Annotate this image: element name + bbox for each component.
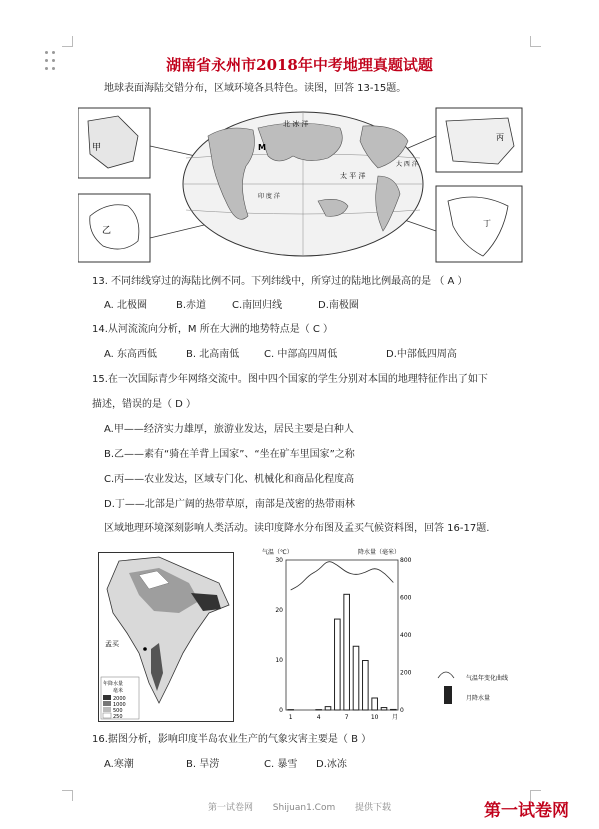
map-label-north-ocean: 北 冰 洋 (283, 120, 309, 128)
legend-line-label: 气温年变化曲线 (466, 675, 509, 682)
india-map-legend-value: 500 (113, 708, 123, 714)
q13-option-c: C.南回归线 (232, 300, 283, 311)
q15-option-d: D.丁——北部是广阔的热带草原，南部是茂密的热带雨林 (104, 499, 355, 510)
x-axis-unit-label: 月 (392, 714, 399, 721)
right-axis-tick-label: 0 (400, 707, 404, 714)
q16-option-c: C. 暴雪 (264, 759, 298, 770)
intro-text-2: 区域地理环境深刻影响人类活动。读印度降水分布图及孟买气候资料图，回答 16-17题. (104, 523, 490, 534)
q13-option-b: B.赤道 (176, 300, 207, 311)
map-label-bing: 丙 (496, 133, 504, 142)
india-map-legend-title: 年降水量 (103, 681, 124, 687)
map-label-m: M (258, 143, 266, 152)
precipitation-bar (325, 707, 331, 710)
q14-option-b: B. 北高南低 (186, 349, 240, 360)
map-label-pacific: 太 平 洋 (340, 172, 366, 180)
mumbai-climate-chart (262, 544, 412, 722)
page-corner-mark (62, 36, 73, 47)
q16-option-a: A.寒潮 (104, 759, 134, 770)
india-map-legend-value: 250 (113, 714, 123, 720)
page-title: 湖南省永州市2018年中考地理真题试题 (166, 56, 433, 74)
left-axis-tick-label: 10 (275, 657, 283, 664)
left-axis-tick-label: 20 (275, 607, 283, 614)
footer-right-text: 提供下载 (355, 803, 392, 813)
precipitation-bar (363, 661, 369, 711)
left-axis-tick-label: 30 (275, 557, 283, 564)
legend-bar-icon (444, 686, 452, 704)
india-map-legend-value: 1000 (113, 702, 126, 708)
q14-option-c: C. 中部高四周低 (264, 349, 338, 360)
legend-bar-label: 月降水量 (466, 695, 491, 702)
x-axis-tick-label: 7 (344, 714, 349, 721)
q13-option-d: D.南极圈 (318, 300, 359, 311)
q15-option-a: A.甲——经济实力雄厚，旅游业发达，居民主要是白种人 (104, 424, 354, 435)
precipitation-bar (344, 594, 350, 710)
q13-option-a: A. 北极圈 (104, 300, 148, 311)
q16-option-d: D.冰冻 (316, 759, 347, 770)
map-label-atlantic: 大 西 洋 (396, 161, 418, 168)
india-map-legend-unit: 毫米 (113, 688, 124, 694)
q15-option-c: C.丙——农业发达，区域专门化、机械化和商品化程度高 (104, 474, 355, 485)
precipitation-bar (381, 708, 387, 710)
question-16-stem: 16.据图分析，影响印度半岛农业生产的气象灾害主要是（ B ） (92, 734, 372, 745)
x-axis-tick-label: 4 (316, 714, 321, 721)
right-axis-tick-label: 600 (400, 594, 412, 602)
q16-option-b: B. 旱涝 (186, 759, 220, 770)
question-14-stem: 14.从河流流向分析，M 所在大洲的地势特点是（ C ） (92, 324, 334, 335)
footer-middle-text: Shijuan1.Com (272, 803, 336, 813)
precipitation-bar (372, 698, 378, 710)
chart-left-axis-label: 气温（℃） (262, 549, 293, 556)
q15-option-b: B.乙——素有“骑在羊背上国家”、“坐在矿车里国家”之称 (104, 449, 355, 460)
map-label-yi: 乙 (102, 226, 112, 236)
question-15-stem-line1: 15.在一次国际青少年网络交流中。图中四个国家的学生分别对本国的地理特征作出了如下 (92, 374, 488, 385)
india-map-legend-value: 2000 (113, 696, 126, 702)
q14-option-d: D.中部低四周高 (386, 349, 457, 360)
right-axis-tick-label: 800 (400, 557, 412, 564)
climate-chart-legend (436, 666, 526, 714)
x-axis-tick-label: 10 (370, 714, 379, 721)
right-axis-tick-label: 400 (400, 632, 412, 639)
q14-option-a: A. 东高西低 (104, 349, 158, 360)
page-corner-mark (530, 36, 541, 47)
legend-line-icon (438, 672, 454, 678)
precipitation-bar (353, 646, 359, 710)
question-13-stem: 13. 不同纬线穿过的海陆比例不同。下列纬线中，所穿过的陆地比例最高的是 （ A ） (92, 276, 468, 287)
x-axis-tick-label: 1 (288, 714, 293, 721)
left-axis-tick-label: 0 (279, 707, 283, 714)
india-map-city-label: 孟买 (105, 640, 119, 648)
chart-right-axis-label: 降水量（毫米） (358, 549, 401, 556)
precipitation-bar (391, 709, 397, 710)
map-label-indian: 印 度 洋 (258, 193, 280, 200)
world-map-figure (78, 106, 524, 266)
site-logo: 第一试卷网 (484, 801, 569, 821)
precipitation-bar (335, 619, 341, 710)
question-15-stem-line2: 描述，错误的是（ D ） (92, 399, 197, 410)
intro-text: 地球表面海陆交错分布，区域环境各具特色。读图，回答 13-15题。 (104, 83, 407, 94)
footer-left-text: 第一试卷网 (207, 803, 253, 813)
world-map-svg (78, 106, 524, 266)
map-label-ding: 丁 (483, 219, 491, 228)
india-rainfall-map (98, 552, 234, 722)
map-label-jia: 甲 (92, 143, 102, 153)
right-axis-tick-label: 200 (400, 669, 412, 677)
